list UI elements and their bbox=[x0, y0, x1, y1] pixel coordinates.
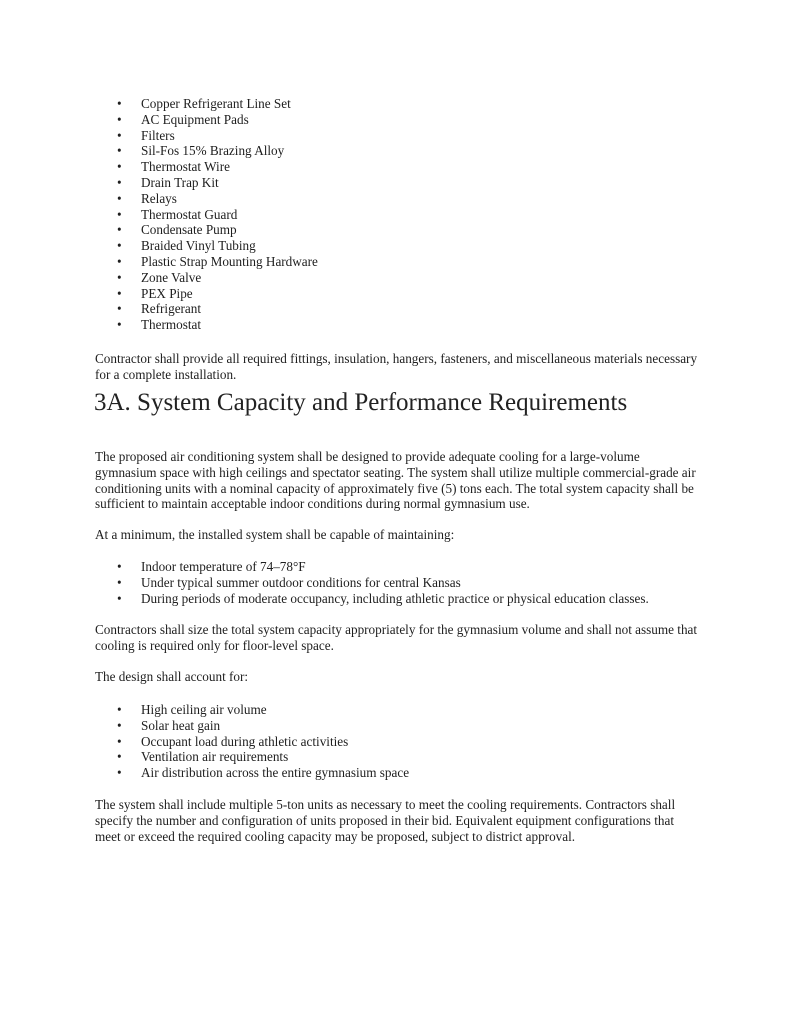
list-item: • Thermostat bbox=[95, 317, 700, 333]
design-list-block bbox=[95, 702, 700, 781]
list-item: • Thermostat Guard bbox=[95, 207, 700, 223]
list-item: • AC Equipment Pads bbox=[95, 112, 700, 128]
design-paragraph: The design shall account for: bbox=[95, 669, 249, 684]
list-item: • Plastic Strap Mounting Hardware bbox=[95, 254, 700, 270]
minimum-paragraph: At a minimum, the installed system shall be capable of maintaining: bbox=[95, 527, 455, 542]
design-list bbox=[95, 702, 700, 781]
minimum-list bbox=[95, 559, 700, 606]
units-paragraph: The system shall include multiple 5-ton units as necessary to meet the cooling requirements. Contractors shall specify the number and configuration of units proposed in their bid. Equivalent equipment configurations that meet or exceed the required cooling capacity may be proposed, subject to district approval. bbox=[95, 797, 676, 844]
materials-note: Contractor shall provide all required fittings, insulation, hangers, fasteners, and miscellaneous materials necessary for a complete installation. bbox=[95, 351, 698, 382]
list-item: • Indoor temperature of 74–78°F bbox=[95, 559, 700, 575]
list-item: • Ventilation air requirements bbox=[95, 749, 700, 765]
list-item: • Thermostat Wire bbox=[95, 159, 700, 175]
list-item: • PEX Pipe bbox=[95, 286, 700, 302]
sizing-paragraph: Contractors shall size the total system capacity appropriately for the gymnasium volume and shall not assume that cooling is required only for floor-level space. bbox=[95, 622, 698, 653]
section-heading: 3A. System Capacity and Performance Requirements bbox=[94, 389, 628, 416]
list-item: • Zone Valve bbox=[95, 270, 700, 286]
list-item: • Copper Refrigerant Line Set bbox=[95, 96, 700, 112]
list-item: • Braided Vinyl Tubing bbox=[95, 238, 700, 254]
list-item: • Sil-Fos 15% Brazing Alloy bbox=[95, 143, 700, 159]
list-item: • Drain Trap Kit bbox=[95, 175, 700, 191]
list-item: • High ceiling air volume bbox=[95, 702, 700, 718]
list-item: • Solar heat gain bbox=[95, 718, 700, 734]
list-item: • Refrigerant bbox=[95, 301, 700, 317]
list-item: • Air distribution across the entire gymnasium space bbox=[95, 765, 700, 781]
list-item: • During periods of moderate occupancy, including athletic practice or physical education classes. bbox=[95, 591, 700, 607]
materials-list-block bbox=[95, 96, 700, 333]
minimum-list-block bbox=[95, 559, 700, 606]
list-item: • Occupant load during athletic activities bbox=[95, 734, 700, 750]
list-item: • Condensate Pump bbox=[95, 222, 700, 238]
intro-paragraph: The proposed air conditioning system shall be designed to provide adequate cooling for a large-volume gymnasium space with high ceilings and spectator seating. The system shall utilize multiple commercial-grade air conditioning units with a nominal capacity of approximately five (5) tons each. The total system capacity shall be sufficient to maintain acceptable indoor conditions during normal gymnasium use. bbox=[95, 449, 696, 512]
list-item: • Relays bbox=[95, 191, 700, 207]
list-item: • Filters bbox=[95, 128, 700, 144]
materials-list bbox=[95, 96, 700, 333]
list-item: • Under typical summer outdoor conditions for central Kansas bbox=[95, 575, 700, 591]
